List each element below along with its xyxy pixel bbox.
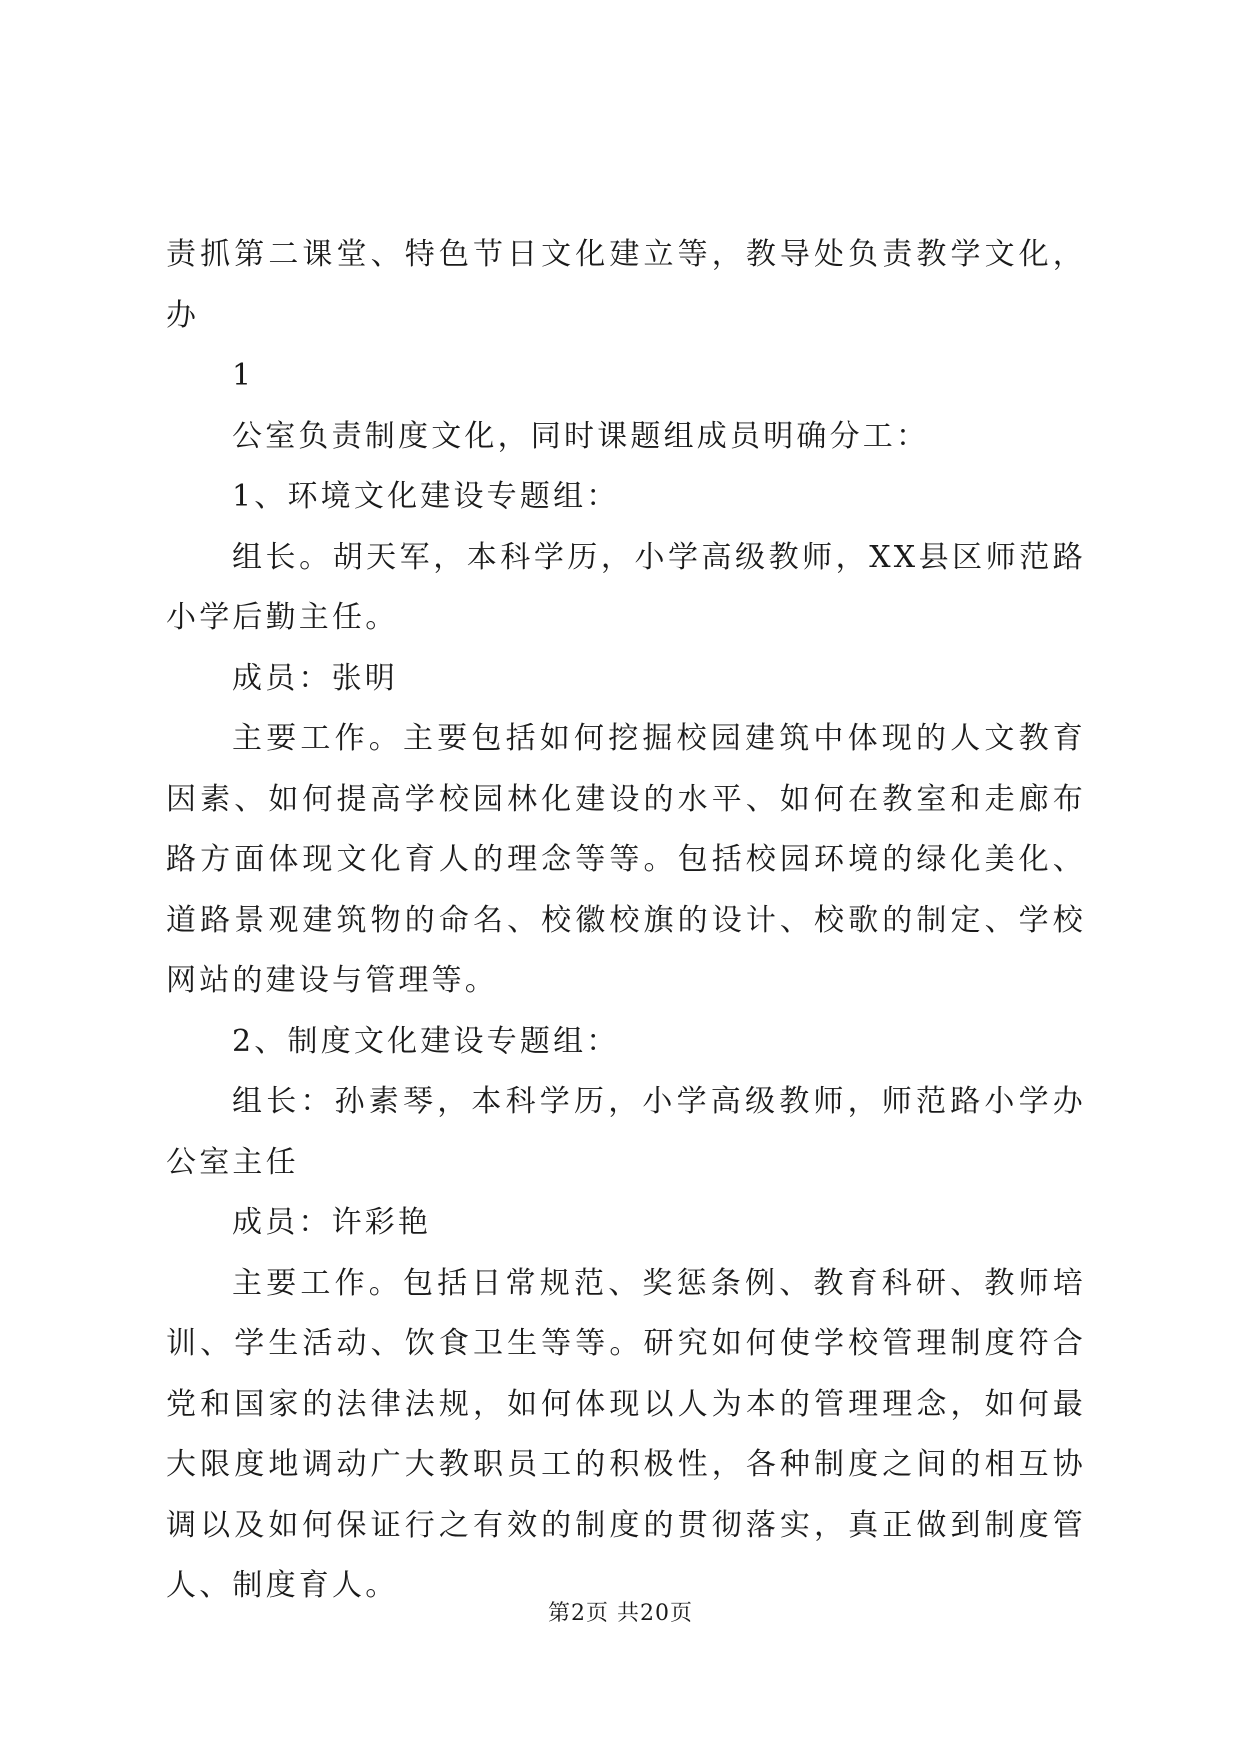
paragraph-system-work: 主要工作。包括日常规范、奖惩条例、教育科研、教师培训、学生活动、饮食卫生等等。研究如何使学校管理制度符合党和国家的法律法规，如何体现以人为本的管理理念，如何最大限度地调动广大教职员工的积极性，各种制度之间的相互协调以及如何保证行之有效的制度的贯彻落实，真正做到制度管人、制度育人。 (166, 1265, 1086, 1603)
paragraph-environment-work: 主要工作。主要包括如何挖掘校园建筑中体现的人文教育因素、如何提高学校园林化建设的水平、如何在教室和走廊布路方面体现文化育人的理念等等。包括校园环境的绿化美化、道路景观建筑物的命名、校徽校旗的设计、校歌的制定、学校网站的建设与管理等。 (166, 721, 1086, 998)
paragraph-office-duty: 公室负责制度文化，同时课题组成员明确分工： (232, 418, 930, 454)
document-body (166, 225, 1086, 1617)
paragraph-system-members: 成员：许彩艳 (232, 1205, 432, 1240)
inline-page-number: 1 (232, 358, 255, 393)
paragraph-environment-members: 成员：张明 (232, 660, 398, 696)
paragraph-continuation: 责抓第二课堂、特色节日文化建立等，教导处负责教学文化，办 (166, 237, 1086, 333)
heading-system-group: 2、制度文化建设专题组： (232, 1023, 620, 1059)
paragraph-system-leader: 组长：孙素琴，本科学历，小学高级教师，师范路小学办公室主任 (166, 1084, 1086, 1180)
page-footer: 第2页 共20页 (548, 1601, 693, 1626)
paragraph-environment-leader: 组长。胡天军，本科学历，小学高级教师，XX县区师范路小学后勤主任。 (166, 539, 1086, 635)
heading-environment-group: 1、环境文化建设专题组： (232, 479, 620, 514)
